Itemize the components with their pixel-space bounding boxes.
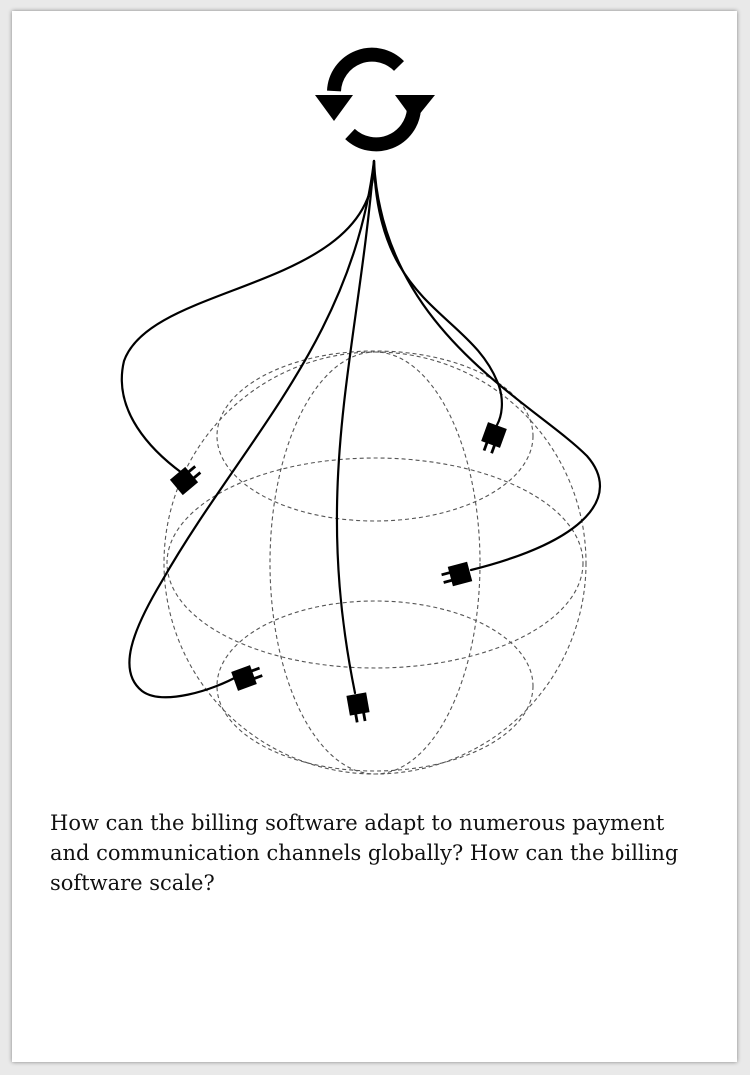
power-plug-icon — [448, 562, 472, 586]
cable-right — [374, 161, 600, 570]
page-sheet — [12, 11, 737, 1062]
cables — [122, 161, 600, 697]
globe-outline — [164, 352, 586, 774]
plug-right — [440, 562, 472, 589]
cable-center — [337, 161, 374, 693]
cable-left — [122, 161, 374, 473]
power-plug-icon — [170, 467, 198, 495]
billing-connections-illustration — [12, 11, 737, 791]
globe-ring-lower — [217, 601, 533, 771]
wireframe-globe — [164, 351, 586, 774]
cable-lower-left — [129, 161, 374, 697]
caption-text: How can the billing software adapt to numerous payment and communication channels globally? How can the billing software scale? — [50, 811, 679, 895]
globe-ring-middle — [167, 458, 583, 668]
plug-center — [346, 692, 371, 723]
cable-upper-right — [374, 161, 502, 425]
globe-meridian — [270, 352, 480, 774]
refresh-cycle-icon — [315, 55, 435, 145]
power-plug-icon — [346, 692, 369, 715]
plug-upper-right — [478, 422, 506, 455]
plug-lower-left — [231, 662, 264, 690]
